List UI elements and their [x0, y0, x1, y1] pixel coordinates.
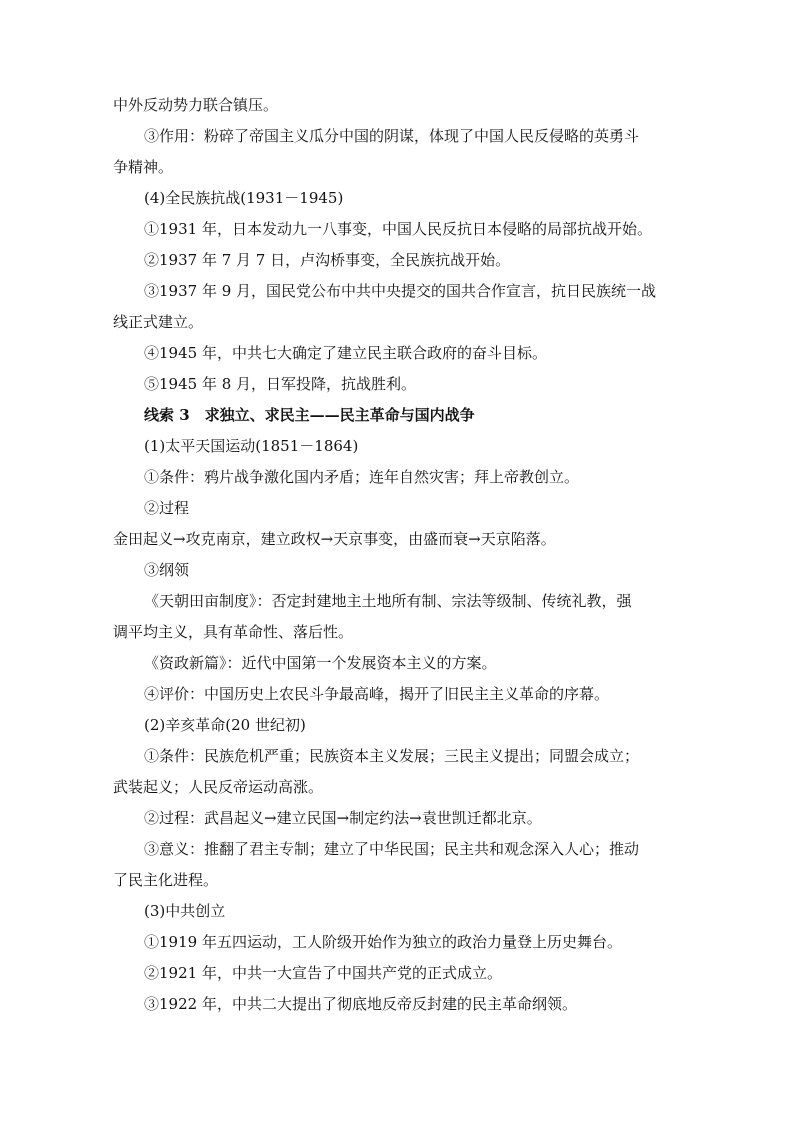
text-line: ②1921 年，中共一大宣告了中国共产党的正式成立。	[144, 964, 502, 982]
text-line: ②1937 年 7 月 7 日，卢沟桥事变，全民族抗战开始。	[144, 251, 511, 269]
text-line: ③意义：推翻了君主专制；建立了中华民国；民主共和观念深入人心；推动	[144, 840, 640, 858]
text-line: ④评价：中国历史上农民斗争最高峰，揭开了旧民主主义革命的序幕。	[144, 685, 610, 703]
text-line: ①1919 年五四运动，工人阶级开始作为独立的政治力量登上历史舞台。	[144, 933, 622, 951]
text-line: 中外反动势力联合镇压。	[113, 96, 279, 114]
text-line: 线正式建立。	[113, 313, 204, 331]
text-line: 争精神。	[113, 158, 174, 176]
section-heading: (2)辛亥革命(20 世纪初)	[144, 716, 306, 734]
text-line: ①1931 年，日本发动九一八事变，中国人民反抗日本侵略的局部抗战开始。	[144, 220, 652, 238]
text-line: 《资政新篇》：近代中国第一个发展资本主义的方案。	[144, 654, 497, 672]
text-line: ③1937 年 9 月，国民党公布中共中央提交的国共合作宣言，抗日民族统一战	[144, 282, 657, 300]
text-line: ③作用：粉碎了帝国主义瓜分中国的阴谋，体现了中国人民反侵略的英勇斗	[144, 127, 640, 145]
section-heading: (4)全民族抗战(1931－1945)	[144, 189, 344, 207]
text-line: ①条件：鸦片战争激化国内矛盾；连年自然灾害；拜上帝教创立。	[144, 468, 580, 486]
text-line: 了民主化进程。	[113, 871, 219, 889]
text-line: 武装起义；人民反帝运动高涨。	[113, 778, 324, 796]
text-line: ②过程：武昌起义→建立民国→制定约法→袁世凯迁都北京。	[144, 809, 542, 827]
text-line: ③1922 年，中共二大提出了彻底地反帝反封建的民主革命纲领。	[144, 995, 577, 1013]
section-heading: (1)太平天国运动(1851－1864)	[144, 437, 359, 455]
section-heading: (3)中共创立	[144, 902, 226, 920]
clue-heading: 线索 3 求独立、求民主——民主革命与国内战争	[144, 406, 475, 424]
text-line: 金田起义→攻克南京，建立政权→天京事变，由盛而衰→天京陷落。	[113, 530, 556, 548]
text-line: ④1945 年，中共七大确定了建立民主联合政府的奋斗目标。	[144, 344, 547, 362]
text-line: 调平均主义，具有革命性、落后性。	[113, 623, 354, 641]
text-line: 《天朝田亩制度》：否定封建地主土地所有制、宗法等级制、传统礼教，强	[144, 592, 632, 610]
text-line: ①条件：民族危机严重；民族资本主义发展；三民主义提出；同盟会成立；	[144, 747, 640, 765]
text-line: ②过程	[144, 499, 190, 517]
text-line: ⑤1945 年 8 月，日军投降，抗战胜利。	[144, 375, 417, 393]
text-line: ③纲领	[144, 561, 190, 579]
